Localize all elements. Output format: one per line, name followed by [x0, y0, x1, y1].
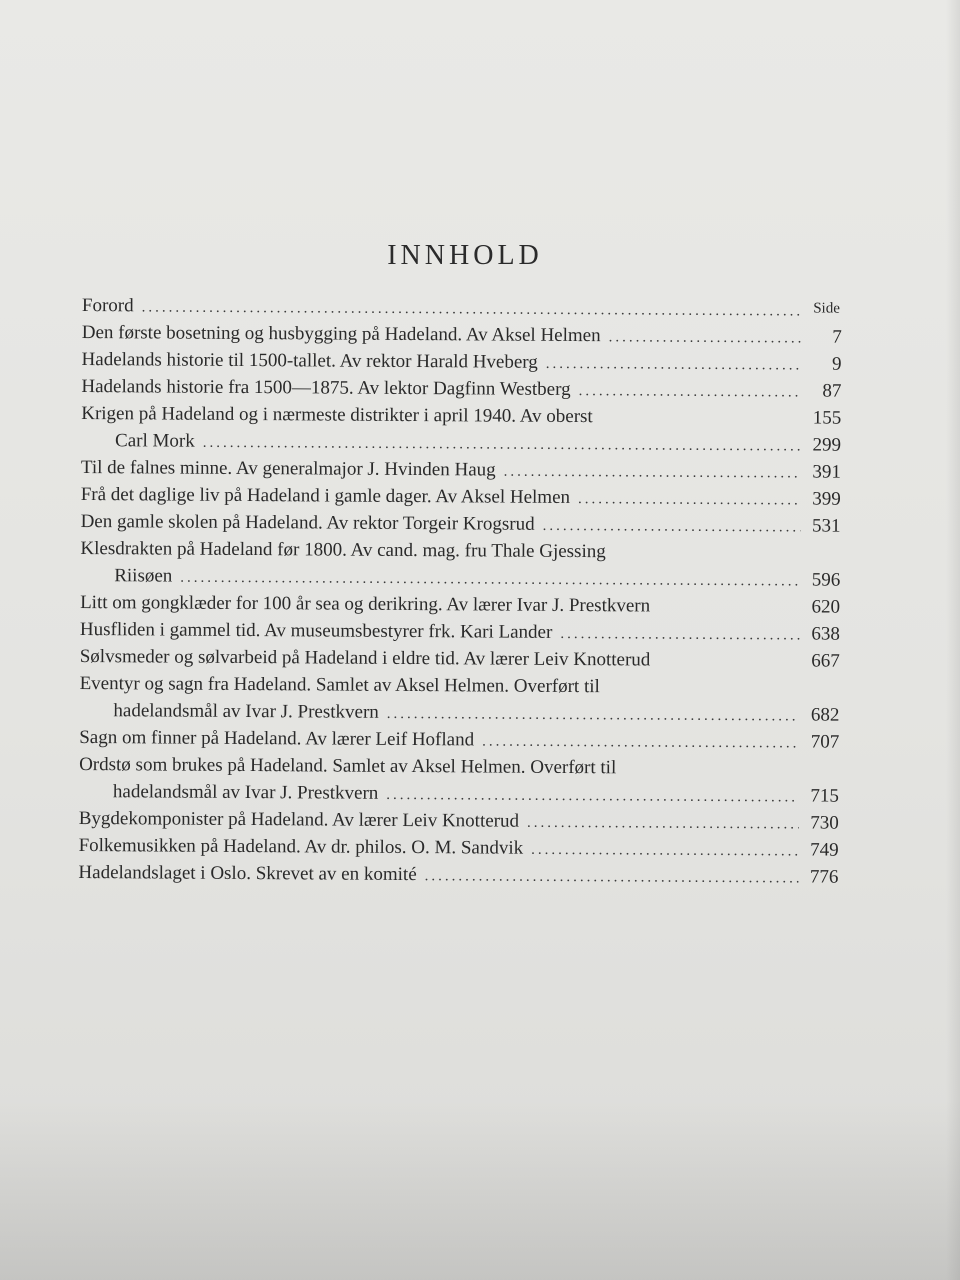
toc-entry-page: 531 — [812, 515, 841, 537]
toc-entry-title: Husfliden i gammel tid. Av museumsbestyrer frk. Kari Lander — [79, 618, 553, 643]
toc-entry-page: 707 — [810, 731, 840, 753]
toc-entry-page: 776 — [809, 866, 839, 888]
toc-entry-page: 7 — [832, 326, 842, 348]
toc-entry-title: Hadelands historie til 1500-tallet. Av rektor Harald Hveberg — [81, 348, 538, 373]
toc-entry-title: hadelandsmål av Ivar J. Prestkvern — [113, 700, 379, 723]
toc-entry-title: Til de falnes minne. Av generalmajor J. Hvinden Haug — [80, 456, 496, 481]
toc-entry-page: 715 — [810, 785, 839, 807]
leader-dots — [531, 837, 799, 866]
toc-entry-page: 749 — [810, 839, 839, 861]
page-column-label: Side — [813, 300, 840, 317]
toc-entry-page: 399 — [812, 488, 841, 510]
toc-entry-title: Ordstø som brukes på Hadeland. Samlet av Aksel Helmen. Overført til — [79, 753, 617, 779]
leader-dots — [527, 810, 799, 839]
toc-entry-title: Klesdrakten på Hadeland før 1800. Av cand. mag. fru Thale Gjessing — [80, 537, 606, 563]
leader-dots — [609, 324, 802, 352]
toc-entry-title: Bygdekomponister på Hadeland. Av lærer Leiv Knotterud — [78, 807, 520, 832]
leader-dots — [425, 863, 799, 892]
toc-entry-page: 620 — [811, 596, 841, 618]
contents-heading: INNHOLD — [387, 240, 543, 271]
toc-entry-title: Carl Mork — [115, 430, 195, 452]
toc-entry-title: Forord — [81, 294, 134, 317]
toc-entry-page: 299 — [812, 434, 842, 456]
toc-entry-title: Den første bosetning og husbygging på Hadeland. Av Aksel Helmen — [81, 321, 601, 347]
toc-entry-page: 596 — [811, 569, 841, 591]
toc-entry-title: Riisøen — [114, 565, 173, 587]
toc-entry-title: Hadelands historie fra 1500—1875. Av lektor Dagfinn Westberg — [81, 375, 571, 400]
toc-entry-page: 87 — [822, 380, 842, 402]
toc-entry-title: Folkemusikken på Hadeland. Av dr. philos. O. M. Sandvik — [78, 834, 524, 859]
toc-entry-page: 667 — [811, 650, 840, 672]
toc-entry-title: Litt om gongklæder for 100 år sea og derikring. Av lærer Ivar J. Prestkvern — [80, 591, 651, 617]
toc-entry-page: 155 — [812, 407, 842, 429]
toc-entry-title: Den gamle skolen på Hadeland. Av rektor Torgeir Krogsrud — [80, 510, 535, 535]
page-edge-shadow — [946, 0, 960, 1280]
toc-entry-title: Hadelandslaget i Oslo. Skrevet av en komité — [78, 861, 417, 886]
leader-dots — [546, 351, 802, 380]
leader-dots — [579, 378, 802, 406]
toc-entry-title: Sølvsmeder og sølvarbeid på Hadeland i eldre tid. Av lærer Leiv Knotterud — [79, 645, 651, 671]
leader-dots — [578, 486, 801, 514]
toc-entry-page: 638 — [811, 623, 840, 645]
toc-entry-page: 730 — [810, 812, 839, 834]
toc-entry-title: hadelandsmål av Ivar J. Prestkvern — [112, 781, 379, 804]
toc-entry-title: Sagn om finner på Hadeland. Av lærer Leif Hofland — [79, 726, 475, 751]
toc-entry-title: Krigen på Hadeland og i nærmeste distrikter i april 1940. Av oberst — [81, 402, 593, 428]
toc-entry-title: Eventyr og sagn fra Hadeland. Samlet av Aksel Helmen. Overført til — [79, 672, 600, 698]
leader-dots — [560, 621, 800, 649]
toc-entry-title: Frå det daglige liv på Hadeland i gamle dager. Av Aksel Helmen — [80, 483, 571, 508]
toc-entry-page: 682 — [810, 704, 840, 726]
page-bottom-shadow — [0, 1100, 960, 1280]
toc-entry-page: 9 — [832, 353, 842, 375]
table-of-contents — [78, 292, 842, 891]
toc-entry-page: 391 — [812, 461, 841, 483]
